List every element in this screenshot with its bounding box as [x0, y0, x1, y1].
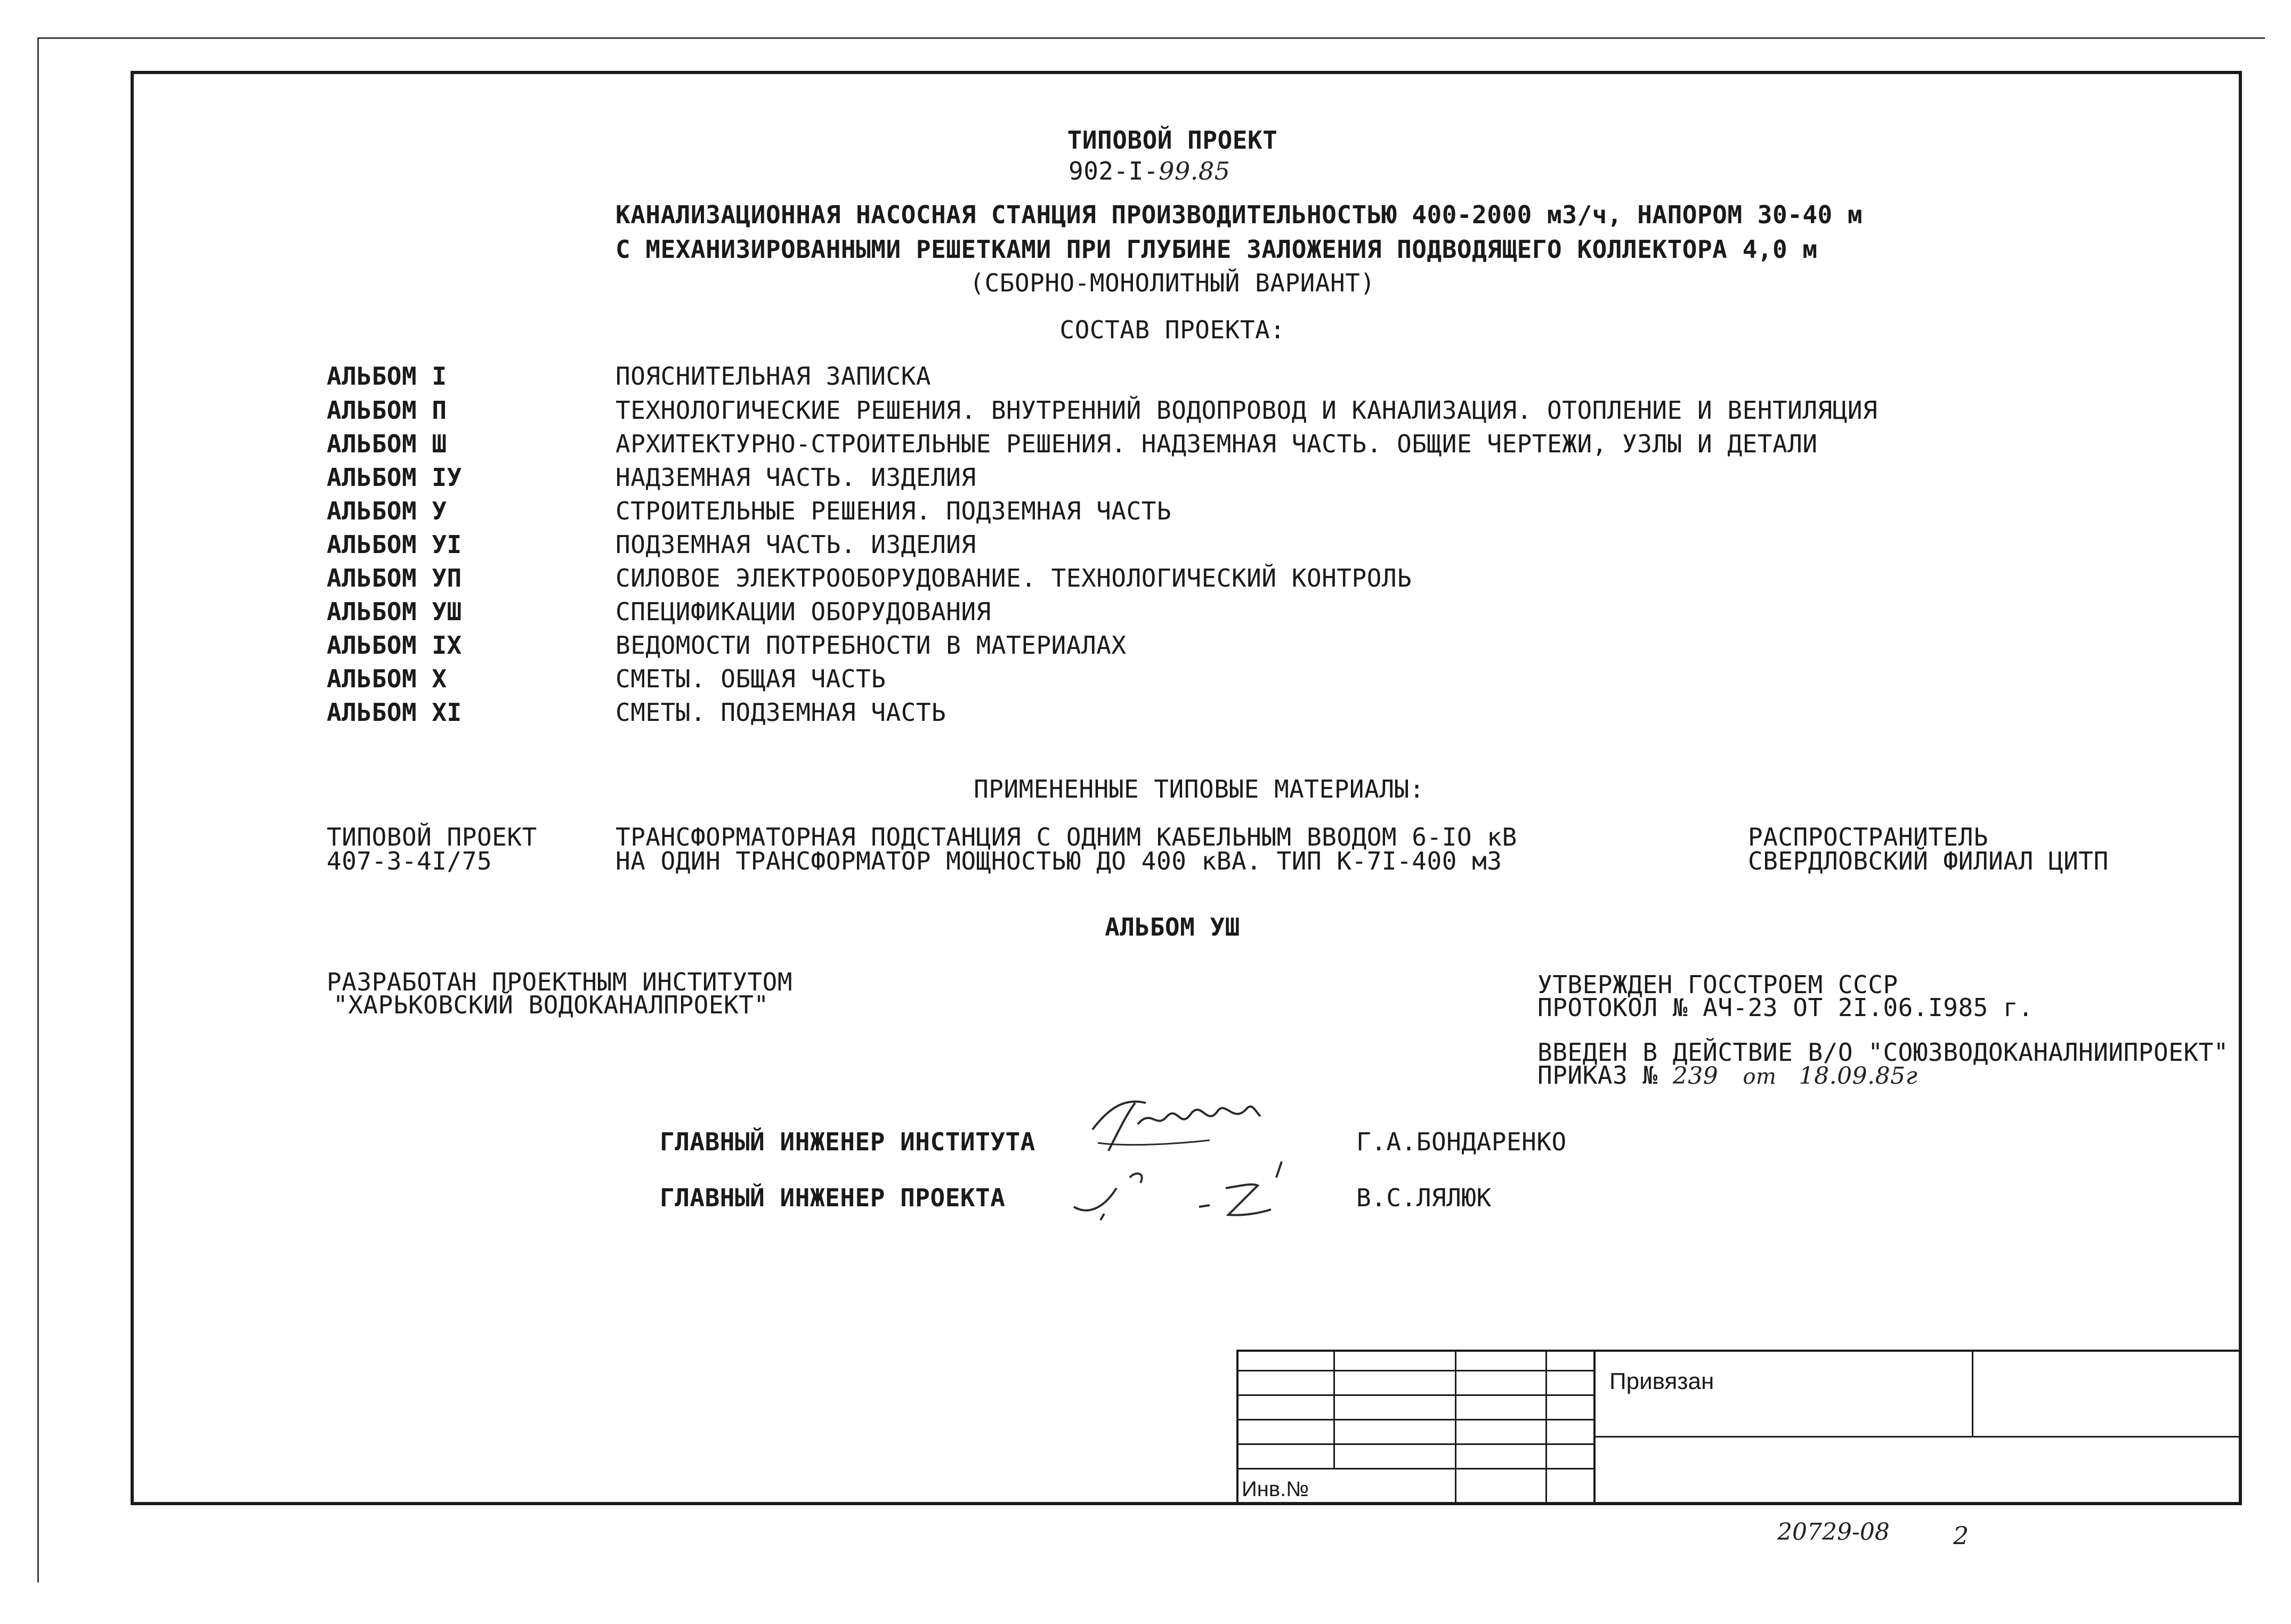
album-description: ПОДЗЕМНАЯ ЧАСТЬ. ИЗДЕЛИЯ	[616, 530, 976, 559]
album-description: СТРОИТЕЛЬНЫЕ РЕШЕНИЯ. ПОДЗЕМНАЯ ЧАСТЬ	[616, 497, 1172, 525]
order-date-handwritten: 18.09.85г	[1799, 1062, 1918, 1090]
album-number: АЛЬБОМ XI	[327, 698, 462, 727]
type-label: ТИПОВОЙ ПРОЕКТ	[1067, 126, 1278, 155]
album-number: АЛЬБОМ X	[327, 664, 447, 693]
album-number: АЛЬБОМ УП	[327, 564, 462, 592]
sheet-edge-left	[37, 37, 39, 1582]
order-from-handwritten: от	[1743, 1065, 1777, 1089]
album-description: АРХИТЕКТУРНО-СТРОИТЕЛЬНЫЕ РЕШЕНИЯ. НАДЗЕМНАЯ ЧАСТЬ. ОБЩИЕ ЧЕРТЕЖИ, УЗЛЫ И ДЕТАЛИ	[616, 429, 1818, 458]
order-prefix: ПРИКАЗ №	[1537, 1061, 1658, 1090]
developer-line-2: "ХАРЬКОВСКИЙ ВОДОКАНАЛПРОЕКТ"	[333, 990, 769, 1019]
approval-line-3: ВВЕДЕН В ДЕЙСТВИЕ В/О "СОЮЗВОДОКАНАЛНИИПРОЕКТ"	[1537, 1038, 2229, 1067]
approval-line-4	[1537, 1063, 1917, 1088]
album-number: АЛЬБОМ IX	[327, 631, 462, 660]
distributor-label: РАСПРОСТРАНИТЕЛЬ	[1748, 823, 1989, 851]
album-description: СМЕТЫ. ОБЩАЯ ЧАСТЬ	[616, 664, 886, 693]
stamp-inventory-label: Инв.№	[1242, 1477, 1309, 1501]
order-number-handwritten: 239	[1672, 1062, 1719, 1090]
album-number: АЛЬБОМ УI	[327, 530, 462, 559]
album-description: СМЕТЫ. ПОДЗЕМНАЯ ЧАСТЬ	[616, 698, 946, 727]
title-line-2: С МЕХАНИЗИРОВАННЫМИ РЕШЕТКАМИ ПРИ ГЛУБИНЕ ЗАЛОЖЕНИЯ ПОДВОДЯЩЕГО КОЛЛЕКТОРА 4,0 м	[616, 235, 1818, 264]
current-album: АЛЬБОМ УШ	[1105, 913, 1240, 941]
album-number: АЛЬБОМ У	[327, 497, 447, 525]
album-description: СИЛОВОЕ ЭЛЕКТРООБОРУДОВАНИЕ. ТЕХНОЛОГИЧЕСКИЙ КОНТРОЛЬ	[616, 564, 1412, 592]
project-number	[1068, 159, 1230, 183]
materials-desc-line-1: ТРАНСФОРМАТОРНАЯ ПОДСТАНЦИЯ С ОДНИМ КАБЕЛЬНЫМ ВВОДОМ 6-IO кВ	[616, 823, 1517, 851]
title-block-stamp	[1236, 1350, 2242, 1505]
signature-role-project: ГЛАВНЫЙ ИНЖЕНЕР ПРОЕКТА	[660, 1183, 1006, 1212]
album-number: АЛЬБОМ I	[327, 362, 447, 391]
signature-mark-institute	[1076, 1087, 1268, 1162]
page-number-handwritten: 2	[1953, 1521, 1969, 1550]
album-number: АЛЬБОМ Ш	[327, 429, 447, 458]
album-description: СПЕЦИФИКАЦИИ ОБОРУДОВАНИЯ	[616, 597, 991, 626]
project-number-printed: 902-I-	[1068, 157, 1159, 185]
album-description: ПОЯСНИТЕЛЬНАЯ ЗАПИСКА	[616, 362, 932, 391]
approval-line-2: ПРОТОКОЛ № АЧ-23 ОТ 2I.06.I985 г.	[1537, 993, 2034, 1022]
materials-heading: ПРИМЕНЕННЫЕ ТИПОВЫЕ МАТЕРИАЛЫ:	[974, 775, 1424, 803]
signature-name-project: В.С.ЛЯЛЮК	[1356, 1183, 1492, 1212]
album-number: АЛЬБОМ П	[327, 396, 447, 425]
sheet-edge-top	[37, 37, 2265, 39]
composition-heading: СОСТАВ ПРОЕКТА:	[1059, 315, 1285, 344]
album-number: АЛЬБОМ УШ	[327, 597, 462, 626]
distributor-name: СВЕРДЛОВСКИЙ ФИЛИАЛ ЦИТП	[1748, 847, 2109, 875]
approval-line-1: УТВЕРЖДЕН ГОССТРОЕМ СССР	[1537, 970, 1898, 999]
album-description: ВЕДОМОСТИ ПОТРЕБНОСТИ В МАТЕРИАЛАХ	[616, 631, 1127, 660]
album-description: ТЕХНОЛОГИЧЕСКИЕ РЕШЕНИЯ. ВНУТРЕННИЙ ВОДОПРОВОД И КАНАЛИЗАЦИЯ. ОТОПЛЕНИЕ И ВЕНТИЛЯЦИЯ	[616, 396, 1878, 425]
signature-name-institute: Г.А.БОНДАРЕНКО	[1356, 1127, 1567, 1156]
signature-mark-project	[1066, 1156, 1322, 1236]
album-description: НАДЗЕМНАЯ ЧАСТЬ. ИЗДЕЛИЯ	[616, 463, 976, 492]
project-number-handwritten: 99.85	[1159, 157, 1230, 185]
stamp-bound-label: Привязан	[1609, 1368, 1714, 1394]
album-number: АЛЬБОМ IУ	[327, 463, 462, 492]
materials-project-code: 407-3-4I/75	[327, 847, 492, 875]
document-code-handwritten: 20729-08	[1777, 1519, 1890, 1546]
developer-line-1: РАЗРАБОТАН ПРОЕКТНЫМ ИНСТИТУТОМ	[327, 968, 793, 996]
title-line-3: (СБОРНО-МОНОЛИТНЫЙ ВАРИАНТ)	[969, 269, 1375, 297]
materials-desc-line-2: НА ОДИН ТРАНСФОРМАТОР МОЩНОСТЬЮ ДО 400 кВА. ТИП К-7I-400 м3	[616, 847, 1502, 875]
materials-project-label: ТИПОВОЙ ПРОЕКТ	[327, 823, 537, 851]
signature-role-institute: ГЛАВНЫЙ ИНЖЕНЕР ИНСТИТУТА	[660, 1127, 1035, 1156]
title-line-1: КАНАЛИЗАЦИОННАЯ НАСОСНАЯ СТАНЦИЯ ПРОИЗВОДИТЕЛЬНОСТЬЮ 400-2000 м3/ч, НАПОРОМ 30-40 м	[616, 200, 1863, 229]
